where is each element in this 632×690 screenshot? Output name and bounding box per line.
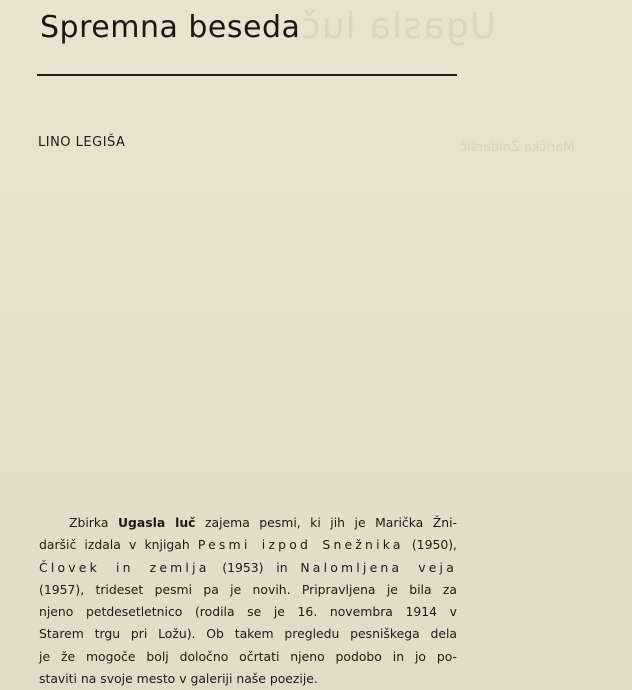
- paragraph-line: je že mogoče bolj določno očrtati njeno podobo in jo po-: [39, 648, 457, 664]
- book-title-nalomljena-veja: Nalomljena veja: [300, 559, 457, 575]
- paragraph-line: [39, 557, 457, 579]
- paragraph-line: [39, 512, 457, 534]
- paragraph-line: Starem trgu pri Ložu). Ob takem pregledu pesniškega dela: [39, 626, 457, 642]
- text-run: (1950),: [403, 537, 457, 553]
- paragraph-line: (1957), trideset pesmi pa je novih. Pripravljena je bila za: [39, 581, 457, 597]
- page-title: Spremna beseda: [40, 10, 301, 45]
- text-run: daršič izdala v knjigah: [39, 537, 198, 553]
- paragraph-line: [39, 534, 457, 556]
- text-run: zajema pesmi, ki jih je Marička Žni-: [195, 515, 457, 530]
- bleed-through-author: Marička Žnidaršič: [460, 140, 575, 155]
- text-run: (1953) in: [209, 559, 301, 575]
- book-title-pesmi-izpod-sneznika: Pesmi izpod Snežnika: [197, 537, 404, 553]
- author-name: LINO LEGIŠA: [38, 135, 126, 150]
- paragraph-line: staviti na svoje mesto v galeriji naše poezije.: [39, 671, 318, 687]
- book-title-clovek-in-zemlja: Človek in zemlja: [39, 559, 210, 575]
- body-paragraph: [39, 512, 457, 690]
- text-run: Zbirka: [69, 515, 118, 530]
- collection-title-ugasla-luc: Ugasla luč: [117, 515, 196, 530]
- paragraph-line: njeno petdesetletnico (rodila se je 16. novembra 1914 v: [39, 604, 457, 620]
- bleed-through-title: Ugasla luč: [300, 6, 497, 47]
- title-underline-rule: [37, 74, 457, 76]
